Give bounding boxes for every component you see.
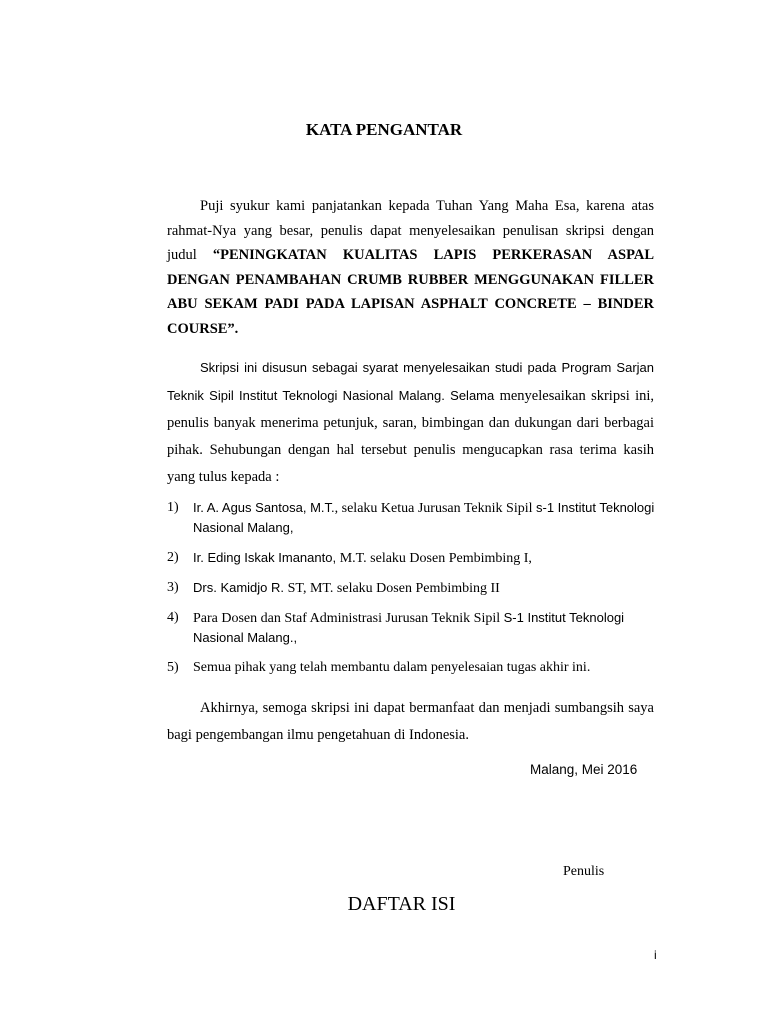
- list-item: [167, 548, 657, 568]
- list-number: 1): [167, 500, 179, 515]
- intro-text: Puji syukur kami panjatankan kepada Tuhan Yang Maha Esa, karena atas rahmat-Nya yang besar, penulis dapat menyelesaikan penulisan skripsi dengan judul: [167, 198, 654, 263]
- page-number: i: [654, 948, 657, 962]
- signer-label: Penulis: [563, 864, 605, 879]
- list-item: [167, 658, 657, 677]
- list-number: 4): [167, 610, 179, 625]
- list-number: 3): [167, 580, 179, 595]
- place-date: Malang, Mei 2016: [530, 762, 638, 777]
- list-number: 5): [167, 660, 179, 675]
- closing-paragraph: Akhirnya, semoga skripsi ini dapat bermanfaat dan menjadi sumbangsih saya bagi pengembangan ilmu pengetahuan di Indonesia.: [167, 700, 654, 743]
- list-item-institution: s-1 Institut Teknologi Nasional Malang,: [193, 500, 655, 535]
- list-item-name: Ir. A. Agus Santosa, M.T.: [193, 500, 335, 515]
- second-paragraph-part1: Skripsi ini disusun sebagai syarat menyelesaikan studi pada Program Sarjan Teknik Sipil Institut Teknologi Nasional Malang. Selama: [167, 360, 654, 403]
- second-paragraph: [167, 354, 654, 491]
- list-item: [167, 608, 657, 648]
- list-item-role: Semua pihak yang telah membantu dalam penyelesaian tugas akhir ini.: [193, 660, 591, 675]
- list-item-name: Ir. Eding Iskak Imananto,: [193, 550, 340, 565]
- acknowledgement-list: [167, 498, 657, 687]
- list-item-role: ST, MT. selaku Dosen Pembimbing II: [287, 581, 500, 596]
- thesis-title: “PENINGKATAN KUALITAS LAPIS PERKERASAN ASPAL DENGAN PENAMBAHAN CRUMB RUBBER MENGGUNAKAN FILLER ABU SEKAM PADI PADA LAPISAN ASPHALT CONCRETE – BINDER COURSE”.: [167, 247, 654, 337]
- list-item-name: Drs. Kamidjo R.: [193, 580, 288, 595]
- list-item-role: M.T. selaku Dosen Pembimbing I,: [339, 551, 532, 566]
- page-title: KATA PENGANTAR: [305, 120, 463, 139]
- intro-paragraph: [167, 194, 654, 341]
- list-item: [167, 498, 657, 538]
- next-section-heading: DAFTAR ISI: [347, 893, 456, 915]
- list-item-role: Para Dosen dan Staf Administrasi Jurusan Teknik Sipil: [193, 611, 504, 626]
- list-item-role: , selaku Ketua Jurusan Teknik Sipil: [334, 501, 536, 516]
- list-number: 2): [167, 550, 179, 565]
- list-item-institution: S-1 Institut Teknologi Nasional Malang.,: [193, 610, 625, 645]
- second-paragraph-part2: menyelesaikan skripsi ini, penulis banyak menerima petunjuk, saran, bimbingan dan dukungan dari berbagai pihak. Sehubungan dengan hal tersebut penulis mengucapkan rasa terima kasih yang tulus kepada :: [167, 388, 655, 485]
- list-item: [167, 578, 657, 598]
